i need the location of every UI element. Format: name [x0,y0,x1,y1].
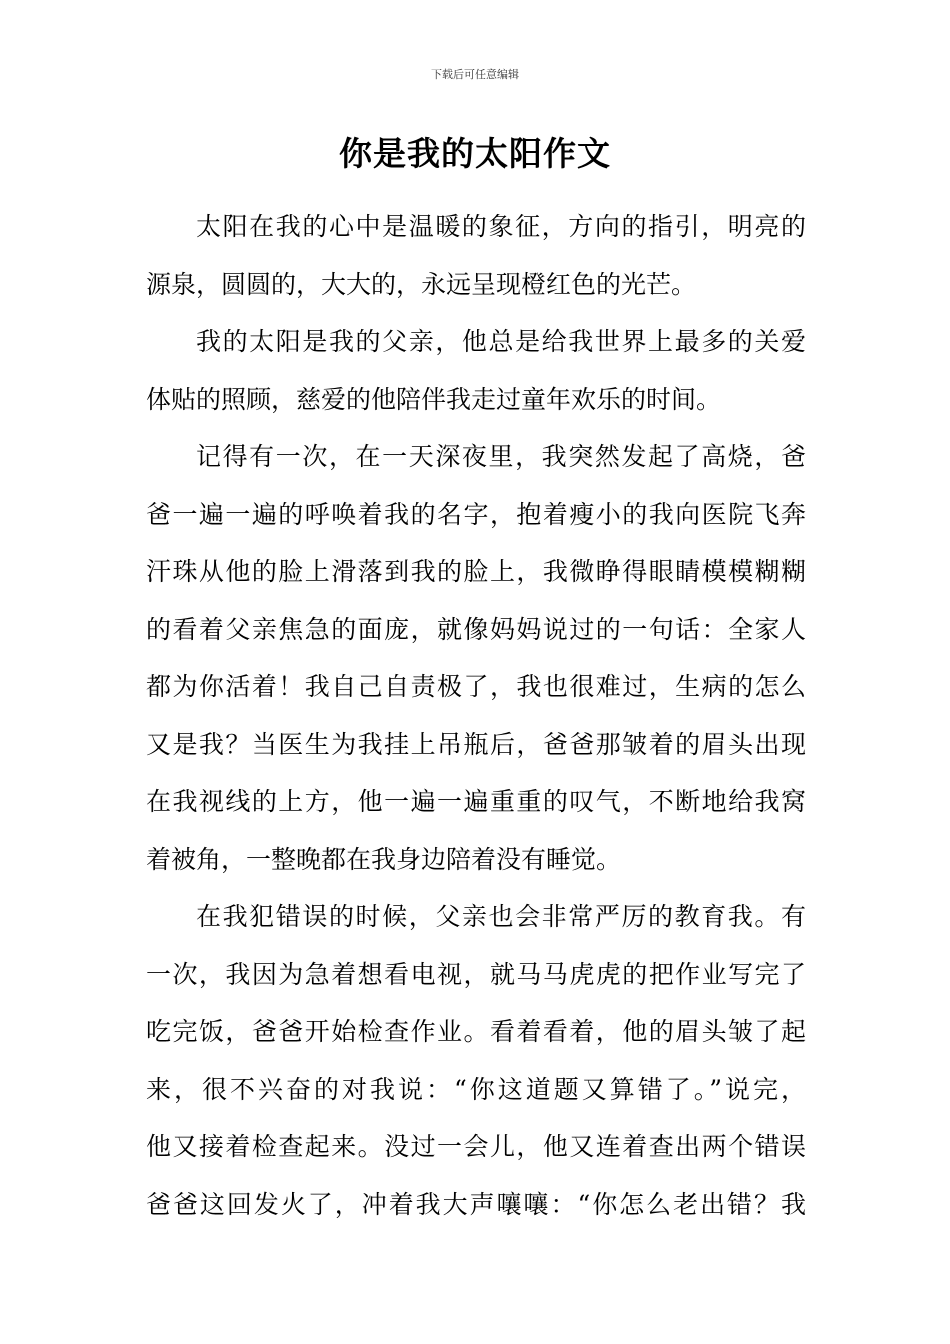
paragraph-1-line-2: 源泉，圆圆的，大大的，永远呈现橙红色的光芒。 [146,269,697,299]
essay-body [146,198,806,1233]
paragraph-2-line-1: 我的太阳是我的父亲，他总是给我世界上最多的关爱 [196,327,806,356]
paragraph-3-line-2: 爸一遍一遍的呼唤着我的名字，抱着瘦小的我向医院飞奔 [146,499,806,529]
paragraph-4-line-6: 爸爸这回发火了，冲着我大声嚷嚷：“你怎么老出错？我 [146,1189,806,1219]
paragraph-3-line-3: 汗珠从他的脸上滑落到我的脸上，我微睁得眼睛模模糊糊 [146,557,806,586]
paragraph-3-line-4: 的看着父亲焦急的面庞，就像妈妈说过的一句话：全家人 [146,614,806,644]
paragraph-3-line-5: 都为你活着！我自己自责极了，我也很难过，生病的怎么 [146,672,806,701]
page-title: 你是我的太阳作文 [339,134,611,173]
paragraph-1-line-1: 太阳在我的心中是温暖的象征，方向的指引，明亮的 [196,212,806,241]
paragraph-4-line-5: 他又接着检查起来。没过一会儿，他又连着查出两个错误 [146,1132,806,1161]
paragraph-4-line-1: 在我犯错误的时候，父亲也会非常严厉的教育我。有 [196,902,806,931]
paragraph-4-line-2: 一次，我因为急着想看电视，就马马虎虎的把作业写完了 [146,959,806,989]
paragraph-4-line-3: 吃完饭，爸爸开始检查作业。看着看着，他的眉头皱了起 [146,1017,806,1046]
paragraph-3-line-1: 记得有一次，在一天深夜里，我突然发起了高烧，爸 [196,442,806,471]
paragraph-3-line-6: 又是我？当医生为我挂上吊瓶后，爸爸那皱着的眉头出现 [146,729,806,759]
header-note: 下载后可任意编辑 [431,68,519,81]
paragraph-3-line-7: 在我视线的上方，他一遍一遍重重的叹气，不断地给我窝 [146,787,806,816]
paragraph-2-line-2: 体贴的照顾，慈爱的他陪伴我走过童年欢乐的时间。 [146,384,722,414]
paragraph-4-line-4: 来，很不兴奋的对我说：“你这道题又算错了。”说完， [146,1074,806,1104]
paragraph-3-line-8: 着被角，一整晚都在我身边陪着没有睡觉。 [146,844,622,874]
